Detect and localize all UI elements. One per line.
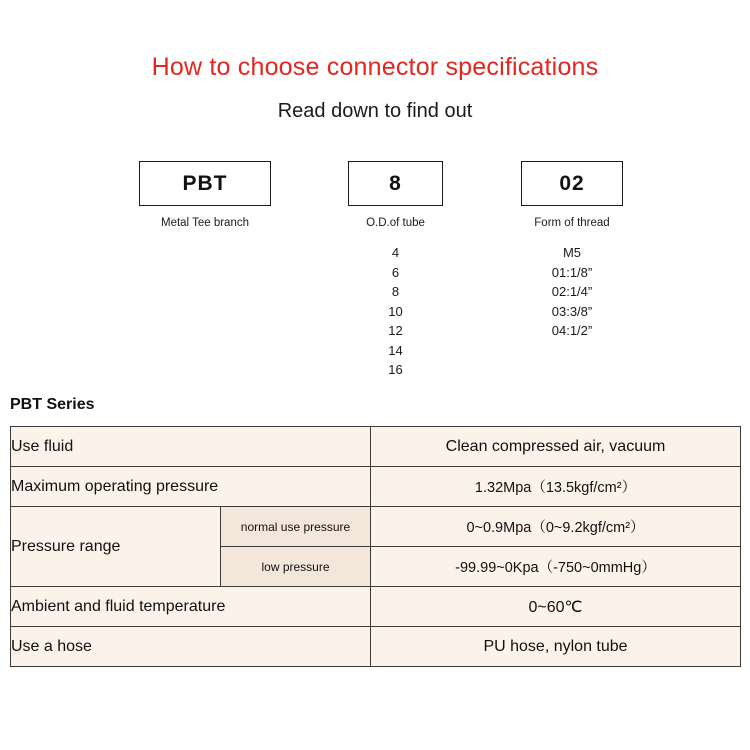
list-item: 02:1/4” <box>551 284 593 299</box>
code-column-thread <box>521 161 623 341</box>
code-column-tube-od <box>348 161 443 380</box>
list-item: 4 <box>391 245 400 260</box>
code-caption-thread: Form of thread <box>534 217 610 229</box>
code-box-thread: 02 <box>521 161 623 206</box>
cell-label-use-hose: Use a hose <box>11 627 371 667</box>
page-title: How to choose connector specifications <box>151 53 599 81</box>
spec-table-wrap <box>10 426 740 667</box>
list-item: 12 <box>388 323 403 338</box>
list-item: 14 <box>388 342 403 358</box>
cell-label-pressure-range: Pressure range <box>11 507 221 587</box>
list-item: 03:3/8” <box>551 303 593 319</box>
list-item: M5 <box>562 245 582 260</box>
cell-value-use-hose: PU hose, nylon tube <box>371 627 741 667</box>
page-subtitle: Read down to find out <box>277 100 473 122</box>
list-item: 01:1/8” <box>551 264 593 280</box>
table-row <box>11 507 741 547</box>
cell-value-temperature: 0~60℃ <box>371 587 741 627</box>
code-column-series <box>139 161 271 229</box>
table-row <box>11 627 741 667</box>
list-item: 10 <box>388 303 403 319</box>
cell-sublabel-low-pressure: low pressure <box>221 547 371 587</box>
spec-table <box>10 426 741 667</box>
table-row <box>11 467 741 507</box>
list-item: 6 <box>391 264 400 280</box>
cell-value-max-pressure: 1.32Mpa（13.5kgf/cm²） <box>371 467 741 507</box>
cell-sublabel-normal-use-pressure: normal use pressure <box>221 507 371 547</box>
series-heading: PBT Series <box>10 396 95 413</box>
option-list-thread <box>521 243 623 341</box>
code-breakdown <box>0 161 750 396</box>
cell-label-max-pressure: Maximum operating pressure <box>11 467 371 507</box>
code-box-tube-od: 8 <box>348 161 443 206</box>
list-item: 8 <box>391 284 400 299</box>
cell-label-temperature: Ambient and fluid temperature <box>11 587 371 627</box>
code-caption-tube-od: O.D.of tube <box>366 217 425 229</box>
cell-value-normal-use-pressure: 0~0.9Mpa（0~9.2kgf/cm²） <box>371 507 741 547</box>
table-row <box>11 587 741 627</box>
list-item: 16 <box>388 362 403 377</box>
cell-value-use-fluid: Clean compressed air, vacuum <box>371 427 741 467</box>
table-row <box>11 427 741 467</box>
list-item: 04:1/2” <box>551 323 593 338</box>
cell-label-use-fluid: Use fluid <box>11 427 371 467</box>
option-list-tube-od <box>348 243 443 380</box>
code-caption-series: Metal Tee branch <box>160 217 249 229</box>
cell-value-low-pressure: -99.99~0Kpa（-750~0mmHg） <box>371 547 741 587</box>
code-box-series: PBT <box>139 161 271 206</box>
